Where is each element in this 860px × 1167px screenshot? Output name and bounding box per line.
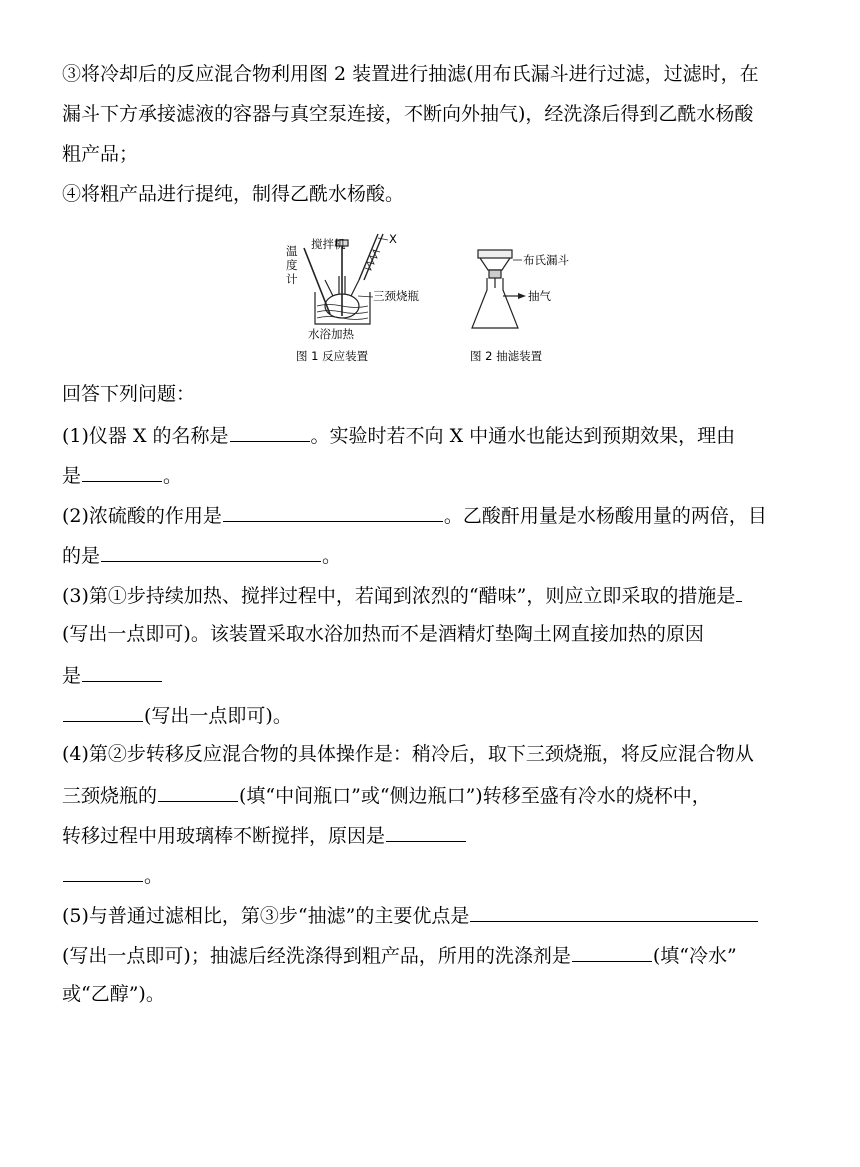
question-3-line-3 [62, 661, 163, 689]
question-1-text: (1)仪器 X 的名称是 [62, 425, 229, 447]
flask-label: 三颈烧瓶 [373, 289, 419, 303]
answer-blank-1b[interactable] [82, 461, 162, 482]
question-4-text-c: 转移过程中用玻璃棒不断搅拌，原因是 [62, 825, 386, 847]
condenser-x-label: X [389, 232, 397, 246]
question-3-text-c: 是 [62, 665, 82, 687]
answer-blank-3c[interactable] [63, 701, 143, 722]
question-4-text-b: 三颈烧瓶的 [62, 785, 158, 807]
figure-1-caption: 图 1 反应装置 [296, 349, 369, 363]
question-4-line-3 [62, 821, 467, 849]
question-4-line-4 [62, 861, 163, 889]
question-1-text-b: 是 [62, 465, 82, 487]
question-1-line-2 [62, 461, 182, 489]
procedure-step-3-line-3: 粗产品； [62, 143, 139, 165]
answer-blank-3a[interactable] [736, 581, 742, 602]
question-4-end: 。 [144, 865, 164, 887]
question-1-end: 。 [163, 465, 183, 487]
figure-2-caption: 图 2 抽滤装置 [470, 349, 543, 363]
question-3-text: (3)第①步持续加热、搅拌过程中，若闻到浓烈的“醋味”，则应立即采取的措施是 [62, 585, 736, 607]
water-bath-label: 水浴加热 [308, 327, 354, 341]
question-5-line-3: 或“乙醇”)。 [62, 983, 165, 1005]
answer-blank-2b[interactable] [101, 541, 321, 562]
question-5-text-b: (写出一点即可)；抽滤后经洗涤得到粗产品，所用的洗涤剂是 [62, 945, 571, 967]
answer-blank-4b[interactable] [386, 821, 466, 842]
procedure-step-3-line-1: ③将冷却后的反应混合物利用图 2 装置进行抽滤(用布氏漏斗进行过滤，过滤时，在 [62, 63, 759, 85]
question-4-line-1: (4)第②步转移反应混合物的具体操作是：稍冷后，取下三颈烧瓶，将反应混合物从 [62, 743, 754, 765]
question-2-text: (2)浓硫酸的作用是 [62, 505, 222, 527]
question-5-text-b-cont: (填“冷水” [652, 945, 737, 967]
question-5-line-2 [62, 941, 737, 969]
thermometer-label: 温 度 计 [286, 244, 298, 286]
suction-label: 抽气 [528, 289, 551, 303]
question-5-line-1 [62, 901, 759, 929]
question-1-line-1 [62, 421, 735, 449]
question-3-line-1 [62, 581, 743, 609]
answer-blank-4c[interactable] [63, 861, 143, 882]
question-2-line-2 [62, 541, 341, 569]
question-3-line-2: (写出一点即可)。该装置采取水浴加热而不是酒精灯垫陶土网直接加热的原因 [62, 623, 704, 645]
answer-blank-2a[interactable] [223, 501, 443, 522]
question-2-text-b: 的是 [62, 545, 101, 567]
answer-blank-4a[interactable] [158, 781, 238, 802]
apparatus-figure [270, 226, 600, 366]
answer-blank-1a[interactable] [230, 421, 310, 442]
question-3-end: (写出一点即可)。 [144, 705, 292, 727]
question-5-text: (5)与普通过滤相比，第③步“抽滤”的主要优点是 [62, 905, 470, 927]
question-2-end: 。 [322, 545, 342, 567]
buchner-funnel-label: 布氏漏斗 [523, 253, 569, 267]
stirrer-label: 搅拌机 [311, 237, 346, 251]
question-4-text-b-cont: (填“中间瓶口”或“侧边瓶口”)转移至盛有冷水的烧杯中， [239, 785, 711, 807]
answer-blank-5b[interactable] [572, 941, 652, 962]
question-3-line-4 [62, 701, 292, 729]
question-1-text-cont: 。实验时若不向 X 中通水也能达到预期效果，理由 [310, 425, 736, 447]
question-2-text-cont: 。乙酸酐用量是水杨酸用量的两倍，目 [443, 505, 767, 527]
procedure-step-3-line-2: 漏斗下方承接滤液的容器与真空泵连接，不断向外抽气)，经洗涤后得到乙酰水杨酸 [62, 103, 754, 125]
answer-blank-3b[interactable] [82, 661, 162, 682]
answer-intro: 回答下列问题： [62, 383, 196, 405]
question-2-line-1 [62, 501, 767, 529]
procedure-step-4: ④将粗产品进行提纯，制得乙酰水杨酸。 [62, 183, 405, 205]
question-4-line-2 [62, 781, 711, 809]
answer-blank-5a[interactable] [470, 901, 758, 922]
